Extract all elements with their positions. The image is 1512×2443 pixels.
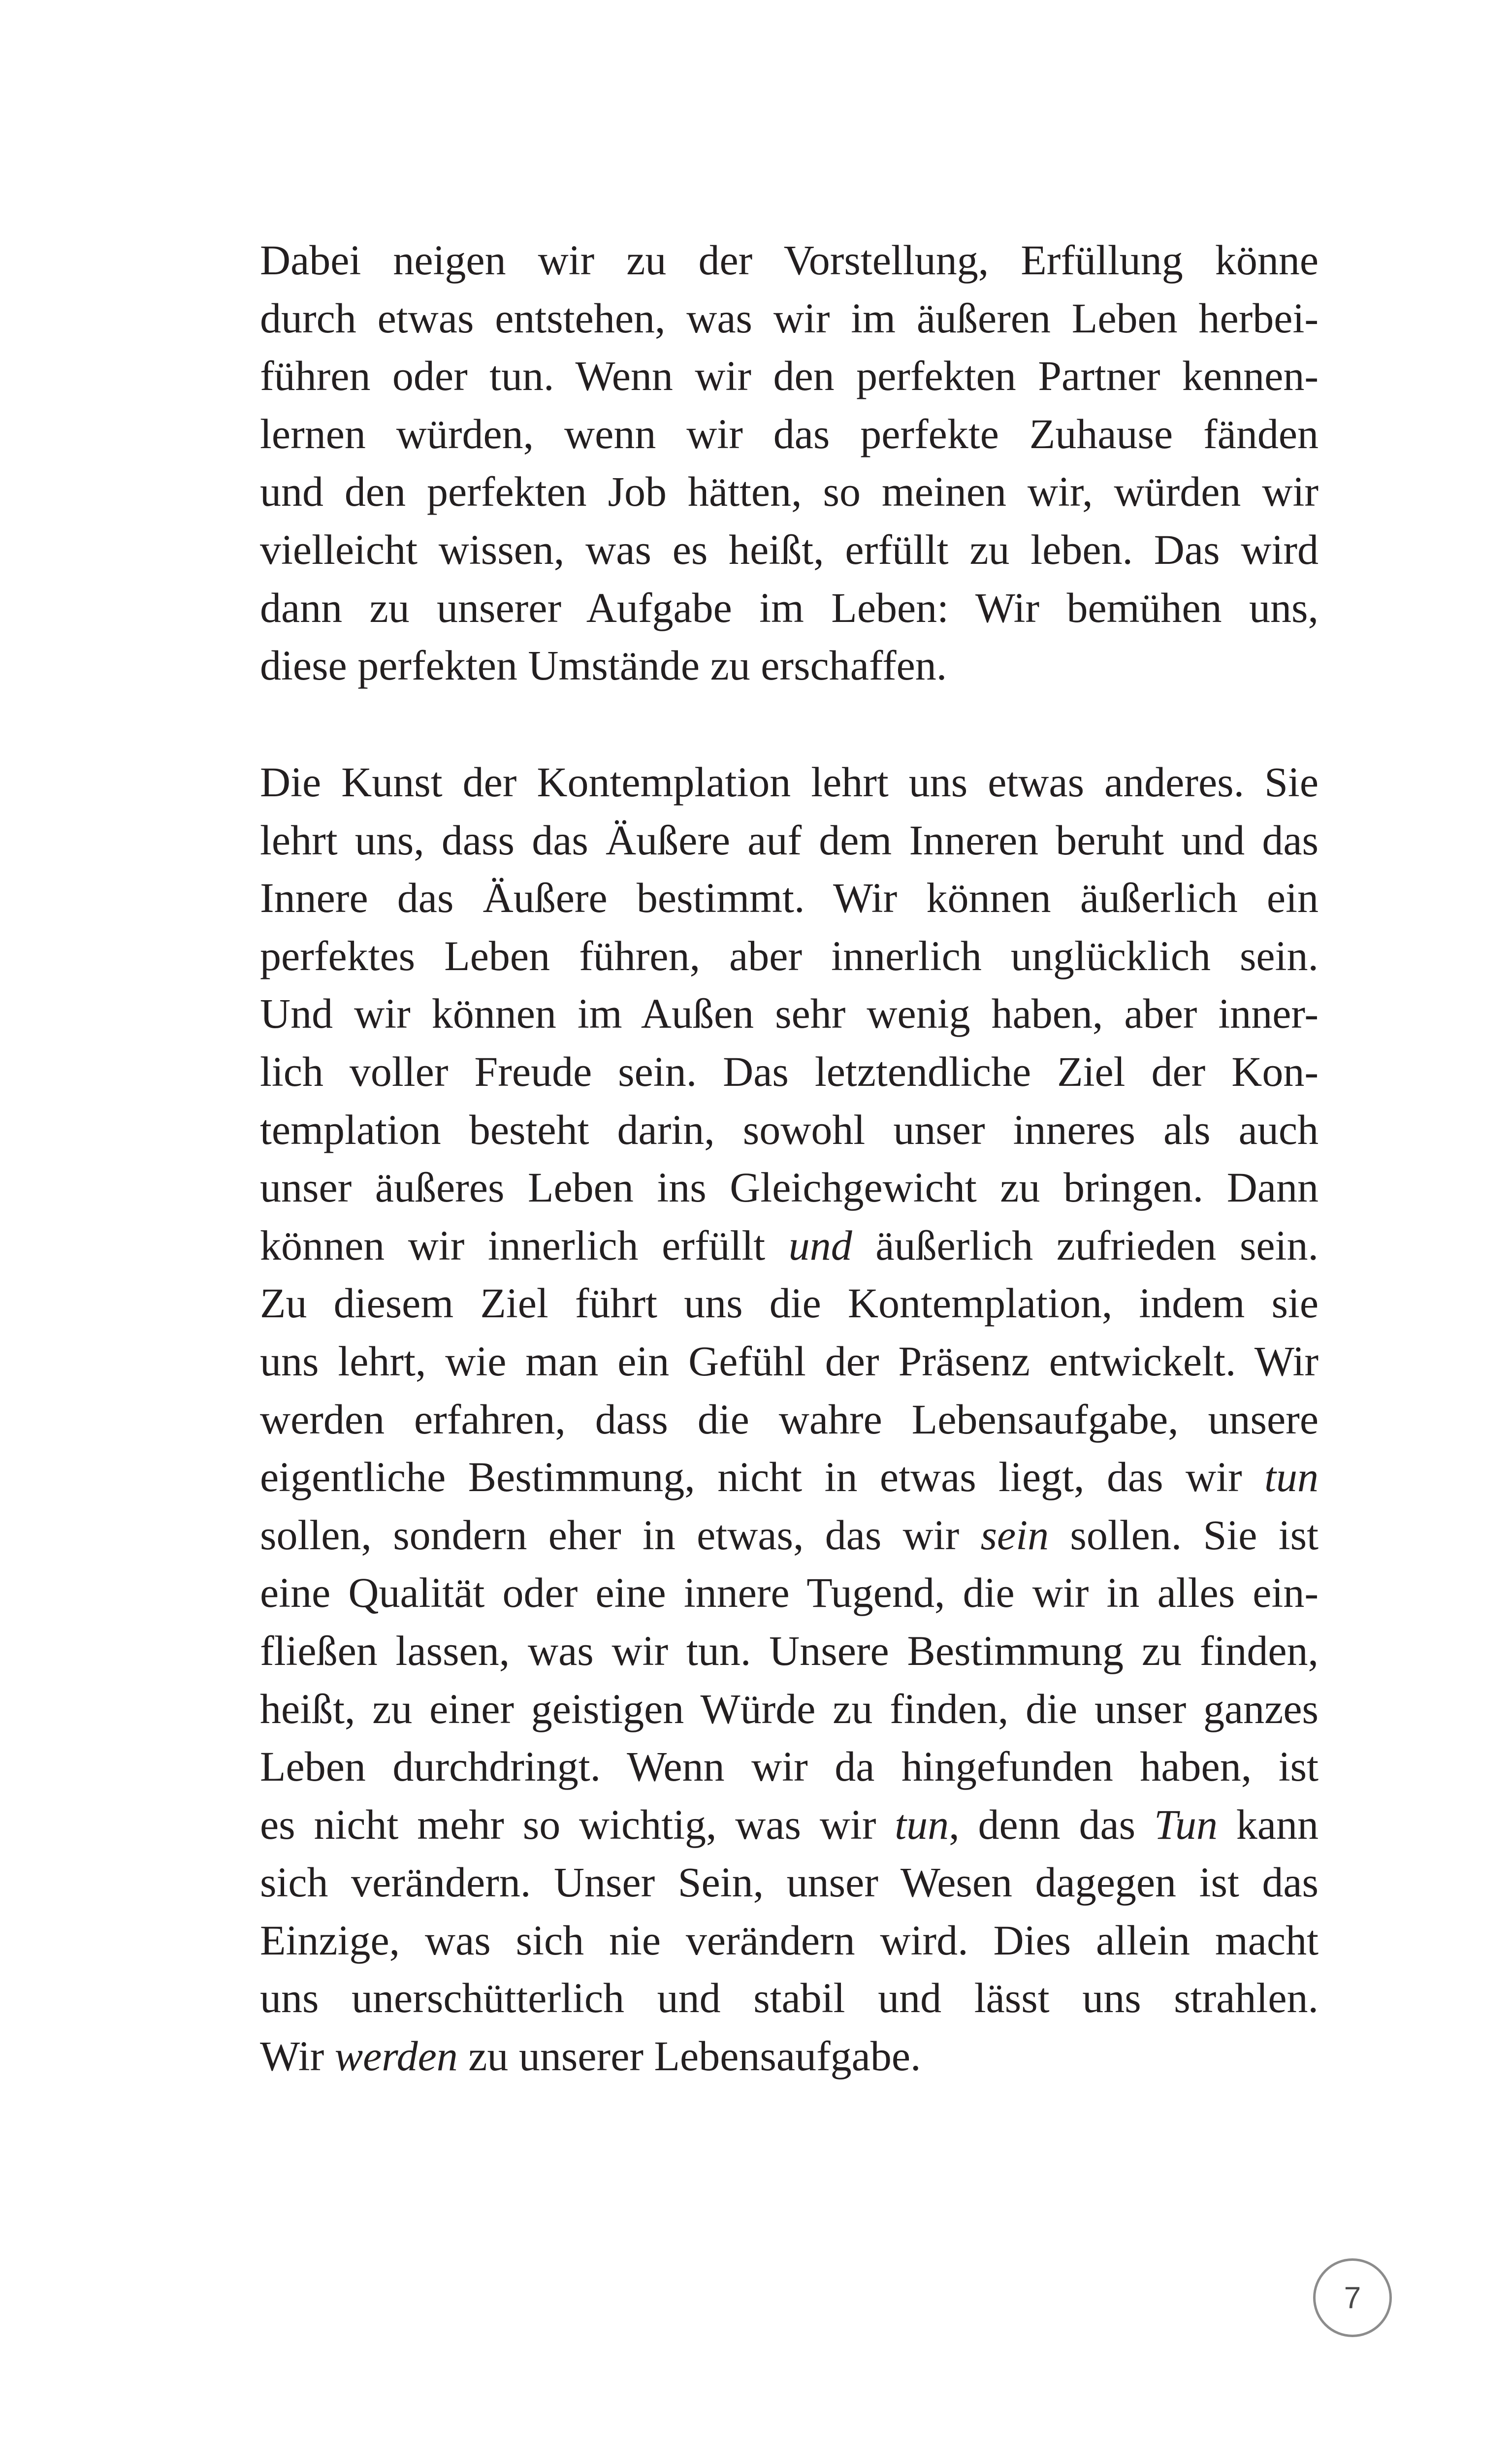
text-line: uns unerschütterlich und stabil und lässt uns strahlen.: [260, 1974, 1319, 2022]
text-run: zu unserer Lebensaufgabe.: [457, 2032, 921, 2080]
text-line: Zu diesem Ziel führt uns die Kontemplation, indem sie: [260, 1279, 1319, 1327]
text-run: Wir: [260, 2032, 335, 2080]
text-line: und den perfekten Job hätten, so meinen wir, würden wir: [260, 468, 1319, 516]
text-line: lehrt uns, dass das Äußere auf dem Inneren beruht und das: [260, 816, 1319, 864]
text-line: lich voller Freude sein. Das letztendliche Ziel der Kon-: [260, 1047, 1319, 1095]
text-line: führen oder tun. Wenn wir den perfekten Partner kennen-: [260, 352, 1319, 400]
page-number-label: 7: [1344, 2280, 1361, 2315]
text-run: kann: [1218, 1800, 1319, 1848]
text-line: [260, 1217, 1319, 1275]
text-line: templation besteht darin, sowohl unser inneres als auch: [260, 1106, 1319, 1153]
text-run: es nicht mehr so wichtig, was wir: [260, 1800, 895, 1848]
italic-run: sein: [980, 1511, 1049, 1559]
text-run: können wir innerlich erfüllt: [260, 1221, 789, 1269]
text-run: sollen. Sie ist: [1049, 1511, 1319, 1559]
text-line: Innere das Äußere bestimmt. Wir können äußerlich ein: [260, 874, 1319, 922]
text-run: äußerlich zufrieden sein.: [852, 1221, 1319, 1269]
italic-run: und: [788, 1221, 852, 1269]
text-line: unser äußeres Leben ins Gleichgewicht zu bringen. Dann: [260, 1164, 1319, 1211]
paragraph-2: [260, 753, 1319, 2085]
text-line: werden erfahren, dass die wahre Lebensaufgabe, unsere: [260, 1395, 1319, 1443]
text-line: Leben durchdringt. Wenn wir da hingefunden haben, ist: [260, 1743, 1319, 1791]
text-line: sich verändern. Unser Sein, unser Wesen dagegen ist das: [260, 1858, 1319, 1906]
text-line: [260, 1796, 1319, 1854]
text-line: fließen lassen, was wir tun. Unsere Bestimmung zu finden,: [260, 1627, 1319, 1674]
paragraph-1: [260, 231, 1319, 695]
text-line: diese perfekten Umstände zu erschaffen.: [260, 642, 947, 689]
text-line: vielleicht wissen, was es heißt, erfüllt zu leben. Das wird: [260, 525, 1319, 573]
text-line: [260, 1448, 1319, 1506]
page-number: [1313, 2258, 1392, 2337]
text-line: perfektes Leben führen, aber innerlich unglücklich sein.: [260, 932, 1319, 979]
text-line: Die Kunst der Kontemplation lehrt uns etwas anderes. Sie: [260, 758, 1319, 806]
text-run: sollen, sondern eher in etwas, das wir: [260, 1511, 981, 1559]
text-line: heißt, zu einer geistigen Würde zu finden, die unser ganzes: [260, 1685, 1319, 1732]
italic-run: tun: [1264, 1453, 1319, 1501]
text-line: [260, 2027, 1319, 2085]
text-line: Dabei neigen wir zu der Vorstellung, Erfüllung könne: [260, 236, 1319, 284]
text-line: [260, 1506, 1319, 1564]
text-line: dann zu unserer Aufgabe im Leben: Wir bemühen uns,: [260, 584, 1319, 631]
text-line: Einzige, was sich nie verändern wird. Dies allein macht: [260, 1916, 1319, 1964]
text-line: eine Qualität oder eine innere Tugend, die wir in alles ein-: [260, 1569, 1319, 1617]
text-line: lernen würden, wenn wir das perfekte Zuhause fänden: [260, 410, 1319, 457]
text-line: durch etwas entstehen, was wir im äußeren Leben herbei-: [260, 294, 1319, 342]
text-line: uns lehrt, wie man ein Gefühl der Präsenz entwickelt. Wir: [260, 1337, 1319, 1385]
text-run: , denn das: [949, 1800, 1154, 1848]
text-line: Und wir können im Außen sehr wenig haben, aber inner-: [260, 990, 1319, 1038]
text-run: eigentliche Bestimmung, nicht in etwas liegt, das wir: [260, 1453, 1265, 1501]
italic-run: werden: [334, 2032, 458, 2080]
italic-run: tun: [895, 1800, 949, 1848]
italic-run: Tun: [1154, 1800, 1218, 1848]
